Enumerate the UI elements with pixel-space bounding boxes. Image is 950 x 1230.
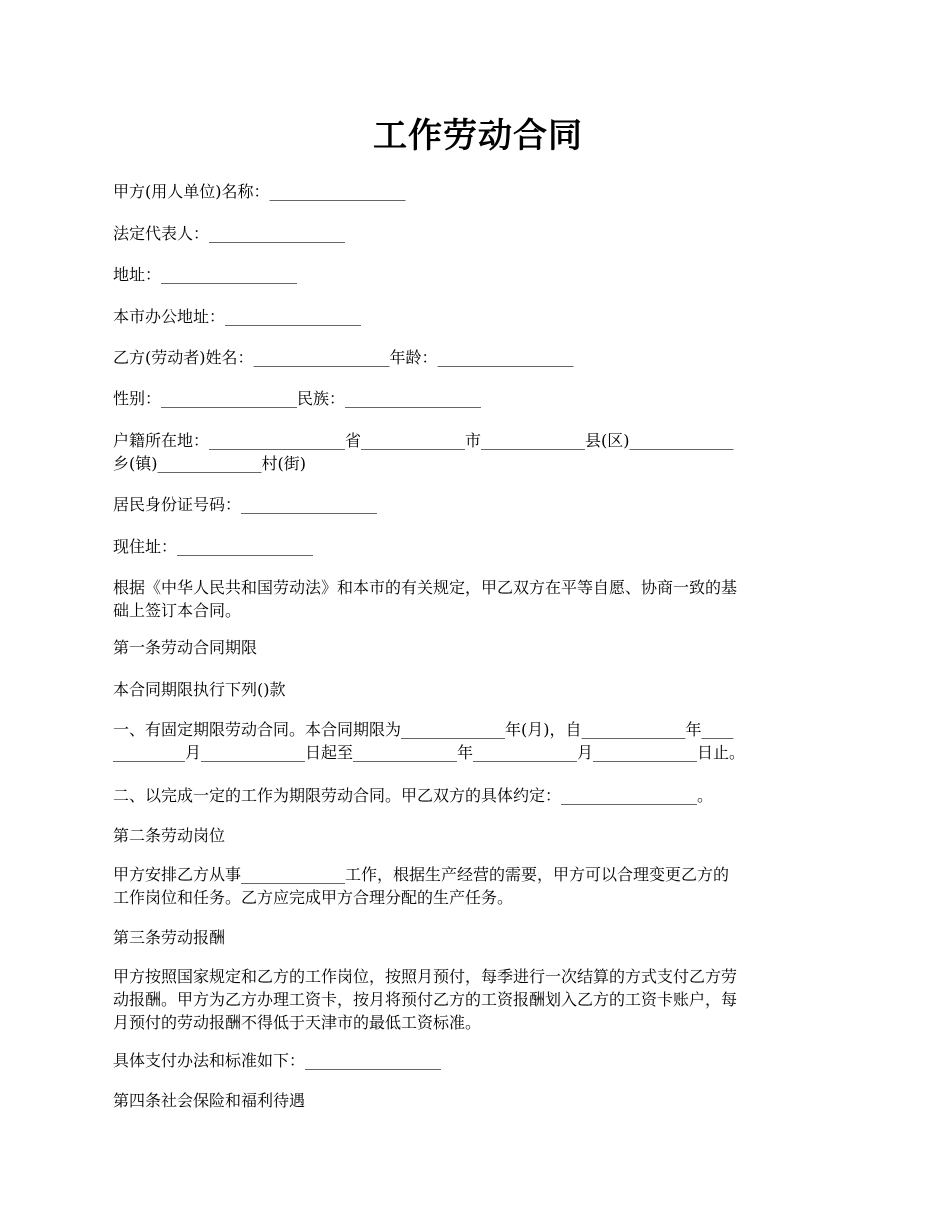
party-b-name-age-line: 乙方(劳动者)姓名：_________________年龄：_________________ bbox=[113, 348, 574, 367]
fixed-term-line-2: _________月_____________日起至_____________年_____________月_____________日止。 bbox=[113, 743, 746, 762]
term-selection-line: 本合同期限执行下列()款 bbox=[113, 680, 286, 699]
office-address-line: 本市办公地址：_________________ bbox=[113, 307, 362, 326]
remuneration-line-2: 动报酬。甲方为乙方办理工资卡，按月将预付乙方的工资报酬划入乙方的工资卡账户，每 bbox=[113, 990, 738, 1009]
article-2-heading: 第二条劳动岗位 bbox=[113, 826, 226, 845]
preamble-line-2: 础上签订本合同。 bbox=[113, 601, 242, 620]
task-based-term-line: 二、以完成一定的工作为期限劳动合同。甲乙双方的具体约定：_________________。 bbox=[113, 786, 714, 805]
position-line-1: 甲方安排乙方从事_____________工作，根据生产经营的需要，甲方可以合理变更乙方的 bbox=[113, 865, 730, 884]
position-line-2: 工作岗位和任务。乙方应完成甲方合理分配的生产任务。 bbox=[113, 888, 514, 907]
preamble-line-1: 根据《中华人民共和国劳动法》和本市的有关规定，甲乙双方在平等自愿、协商一致的基 bbox=[113, 578, 738, 597]
article-1-heading: 第一条劳动合同期限 bbox=[113, 638, 258, 657]
document-title: 工作劳动合同 bbox=[373, 116, 583, 156]
household-registration-line: 户籍所在地：_________________省_____________市_____________县(区)_____________ bbox=[113, 431, 734, 450]
article-3-heading: 第三条劳动报酬 bbox=[113, 928, 226, 947]
gender-ethnicity-line: 性别：_________________民族：_________________ bbox=[113, 389, 482, 408]
current-address-line: 现住址：_________________ bbox=[113, 537, 314, 556]
id-number-line: 居民身份证号码：_________________ bbox=[113, 495, 378, 514]
household-registration-line-2: 乡(镇)_____________村(街) bbox=[113, 454, 306, 473]
article-4-heading: 第四条社会保险和福利待遇 bbox=[113, 1091, 306, 1110]
address-line: 地址：_________________ bbox=[113, 265, 298, 284]
legal-representative-line: 法定代表人：_________________ bbox=[113, 224, 346, 243]
party-a-name-line: 甲方(用人单位)名称：_________________ bbox=[113, 182, 406, 201]
payment-method-line: 具体支付办法和标准如下：_________________ bbox=[113, 1051, 442, 1070]
remuneration-line-3: 月预付的劳动报酬不得低于天津市的最低工资标准。 bbox=[113, 1013, 482, 1032]
remuneration-line-1: 甲方按照国家规定和乙方的工作岗位，按照月预付，每季进行一次结算的方式支付乙方劳 bbox=[113, 967, 738, 986]
fixed-term-line-1: 一、有固定期限劳动合同。本合同期限为_____________年(月)，自_____________年____ bbox=[113, 720, 734, 739]
